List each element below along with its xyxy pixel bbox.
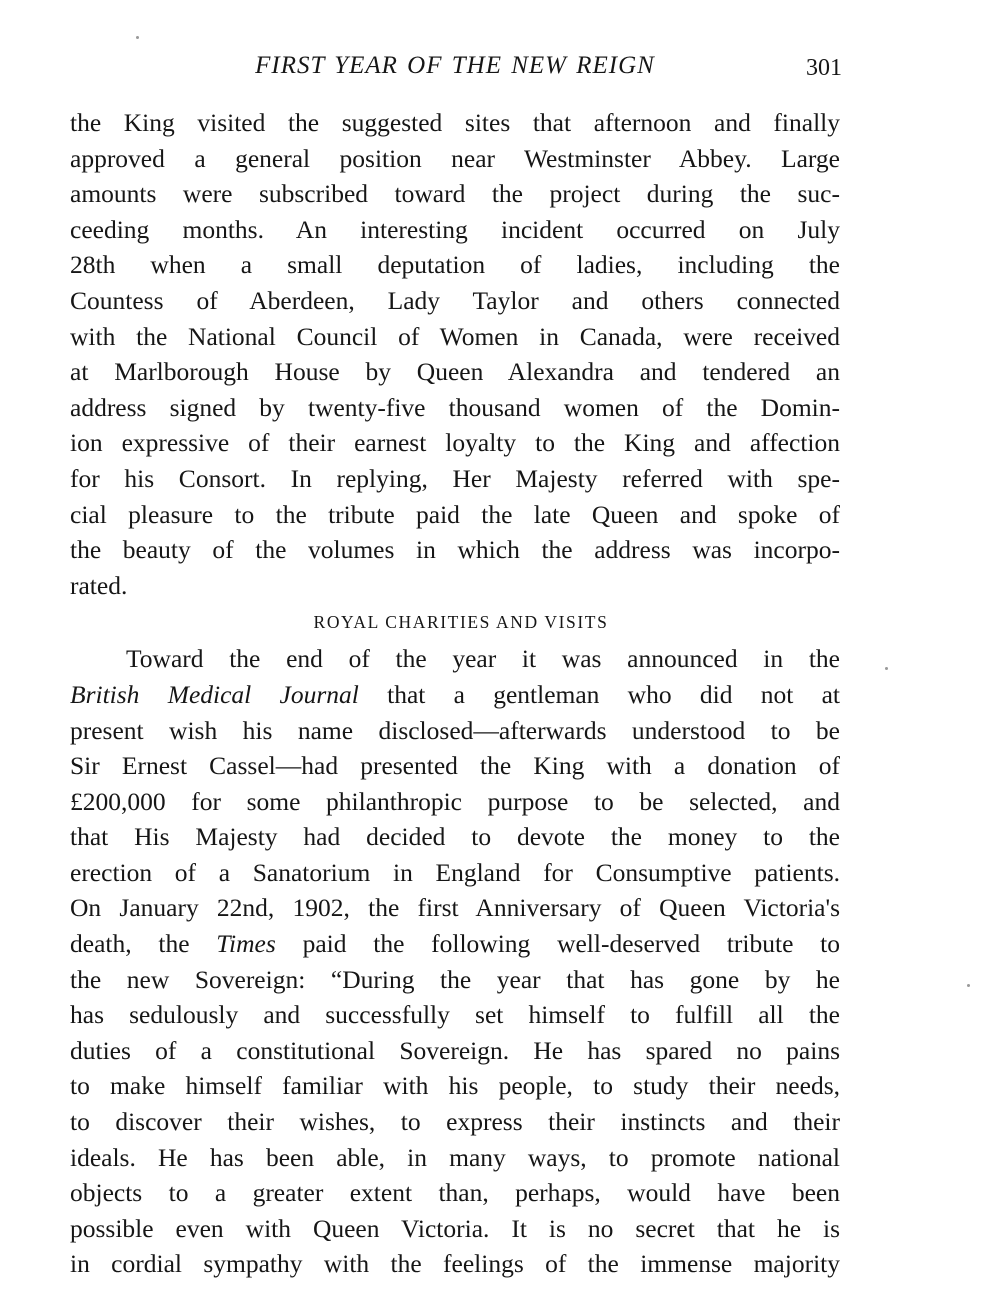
text-line: has sedulously and successfully set himself to fulfill all the <box>70 1000 840 1030</box>
journal-title: British Medical Journal <box>70 679 359 709</box>
text-line: duties of a constitutional Sovereign. He has spared no pains <box>70 1035 840 1065</box>
print-speck <box>885 667 888 670</box>
text-line: to discover their wishes, to express their instincts and their <box>70 1107 840 1137</box>
text-line: for his Consort. In replying, Her Majesty referred with spe- <box>70 463 840 493</box>
text-line <box>70 926 840 962</box>
text-line: in cordial sympathy with the feelings of the immense majority <box>70 1249 840 1279</box>
text-line: ideals. He has been able, in many ways, to promote national <box>70 1142 840 1172</box>
text-line: present wish his name disclosed—afterwards understood to be <box>70 715 840 745</box>
print-speck <box>967 984 970 987</box>
text-line: to make himself familiar with his people, to study their needs, <box>70 1071 840 1101</box>
text-line: the King visited the suggested sites that afternoon and finally <box>70 108 840 137</box>
text-line: cial pleasure to the tribute paid the late Queen and spoke of <box>70 499 840 529</box>
text-line: rated. <box>70 570 128 600</box>
text-line: 28th when a small deputation of ladies, including the <box>70 250 840 280</box>
body-text <box>70 105 840 1282</box>
text-line: ion expressive of their earnest loyalty to the King and affection <box>70 428 840 458</box>
newspaper-title: Times <box>216 929 276 959</box>
text-line: the beauty of the volumes in which the address was incorpo- <box>70 535 840 565</box>
text-line: the new Sovereign: “During the year that has gone by he <box>70 964 840 994</box>
text-line: Countess of Aberdeen, Lady Taylor and others connected <box>70 285 840 315</box>
text-run: that a gentleman who did not at <box>358 679 840 709</box>
text-line: £200,000 for some philanthropic purpose to be selected, and <box>70 786 840 816</box>
text-line: amounts were subscribed toward the project during the suc- <box>70 179 840 209</box>
text-run: death, the <box>70 929 217 959</box>
text-line: erection of a Sanatorium in England for Consumptive patients. <box>70 857 840 887</box>
text-line <box>70 677 840 713</box>
print-speck <box>136 36 139 39</box>
text-line: Sir Ernest Cassel—had presented the King with a donation of <box>70 751 840 781</box>
text-line: at Marlborough House by Queen Alexandra and tendered an <box>70 357 840 387</box>
section-heading: ROYAL CHARITIES AND VISITS <box>313 612 609 633</box>
text-line: Toward the end of the year it was announced in the <box>126 644 840 674</box>
text-line: approved a general position near Westminster Abbey. Large <box>70 143 840 173</box>
text-line: ceeding months. An interesting incident occurred on July <box>70 214 840 244</box>
text-line: On January 22nd, 1902, the first Anniversary of Queen Victoria's <box>70 893 840 923</box>
text-line: that His Majesty had decided to devote the money to the <box>70 822 840 852</box>
page-number: 301 <box>806 55 842 81</box>
running-head <box>70 52 840 88</box>
running-title: FIRST YEAR OF THE NEW REIGN <box>255 52 655 79</box>
text-line: address signed by twenty-five thousand women of the Domin- <box>70 392 840 422</box>
text-run: paid the following well-deserved tribute to <box>275 929 841 959</box>
text-line: objects to a greater extent than, perhaps, would have been <box>70 1178 840 1208</box>
text-line: with the National Council of Women in Canada, were received <box>70 321 840 351</box>
text-line: possible even with Queen Victoria. It is no secret that he is <box>70 1213 840 1243</box>
